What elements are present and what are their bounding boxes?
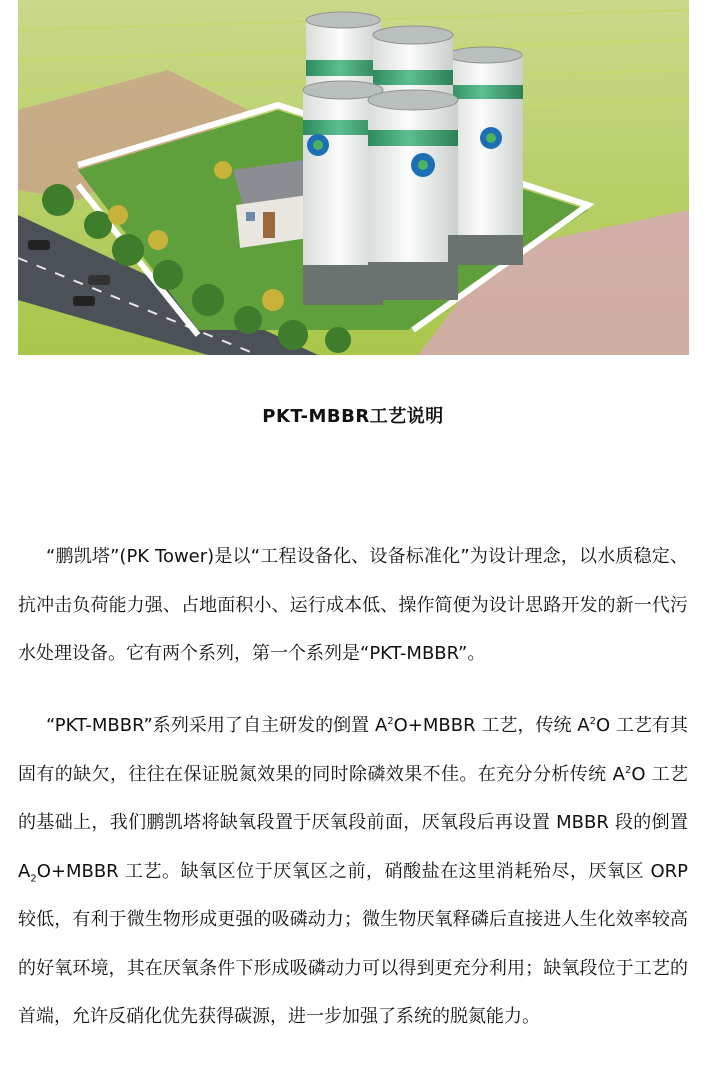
superscript-2: 2	[387, 716, 394, 727]
intro-text: “鹏凯塔”(PK Tower)是以“工程设备化、设备标准化”为设计理念，以水质稳定、抗冲击负荷能力强、占地面积小、运行成本低、操作简便为设计思路开发的新一代污水处理设备。它有两个系列，第一个系列是“PKT-MBBR”。	[18, 546, 688, 664]
process-text-5: O+MBBR 工艺。缺氧区位于厌氧区之前，硝酸盐在这里消耗殆尽，厌氧区 ORP 较低，有利于微生物形成更强的吸磷动力；微生物厌氧释磷后直接进人生化效率较高的好氧环境，其在厌氧条件下形成吸磷动力可以得到更充分利用；缺氧段位于工艺的首端，允许反硝化优先获得碳源，进一步加强了系统的脱氮能力。	[18, 860, 688, 1027]
process-text-1: “PKT-MBBR”系列采用了自主研发的倒置 A	[46, 715, 388, 736]
superscript-2: 2	[589, 716, 596, 727]
process-text-2: O+MBBR 工艺，传统 A	[393, 715, 590, 736]
process-text-4: O 工艺的基础上，我们鹏凯塔将缺氧段置于厌氧段前面，厌氧段后再设置 MBBR 段的倒置 A	[18, 763, 688, 882]
subscript-2: 2	[30, 873, 37, 885]
intro-paragraph	[18, 533, 688, 679]
page-heading: PKT-MBBR工艺说明	[262, 406, 444, 427]
process-text-3: O 工艺有其固有的缺欠，往往在保证脱氮效果的同时除磷效果不佳。在充分分析传统 A	[18, 715, 689, 785]
process-paragraph	[18, 702, 688, 1042]
hero-image	[18, 0, 689, 355]
wastewater-plant-illustration	[18, 0, 689, 355]
superscript-2: 2	[624, 764, 632, 776]
